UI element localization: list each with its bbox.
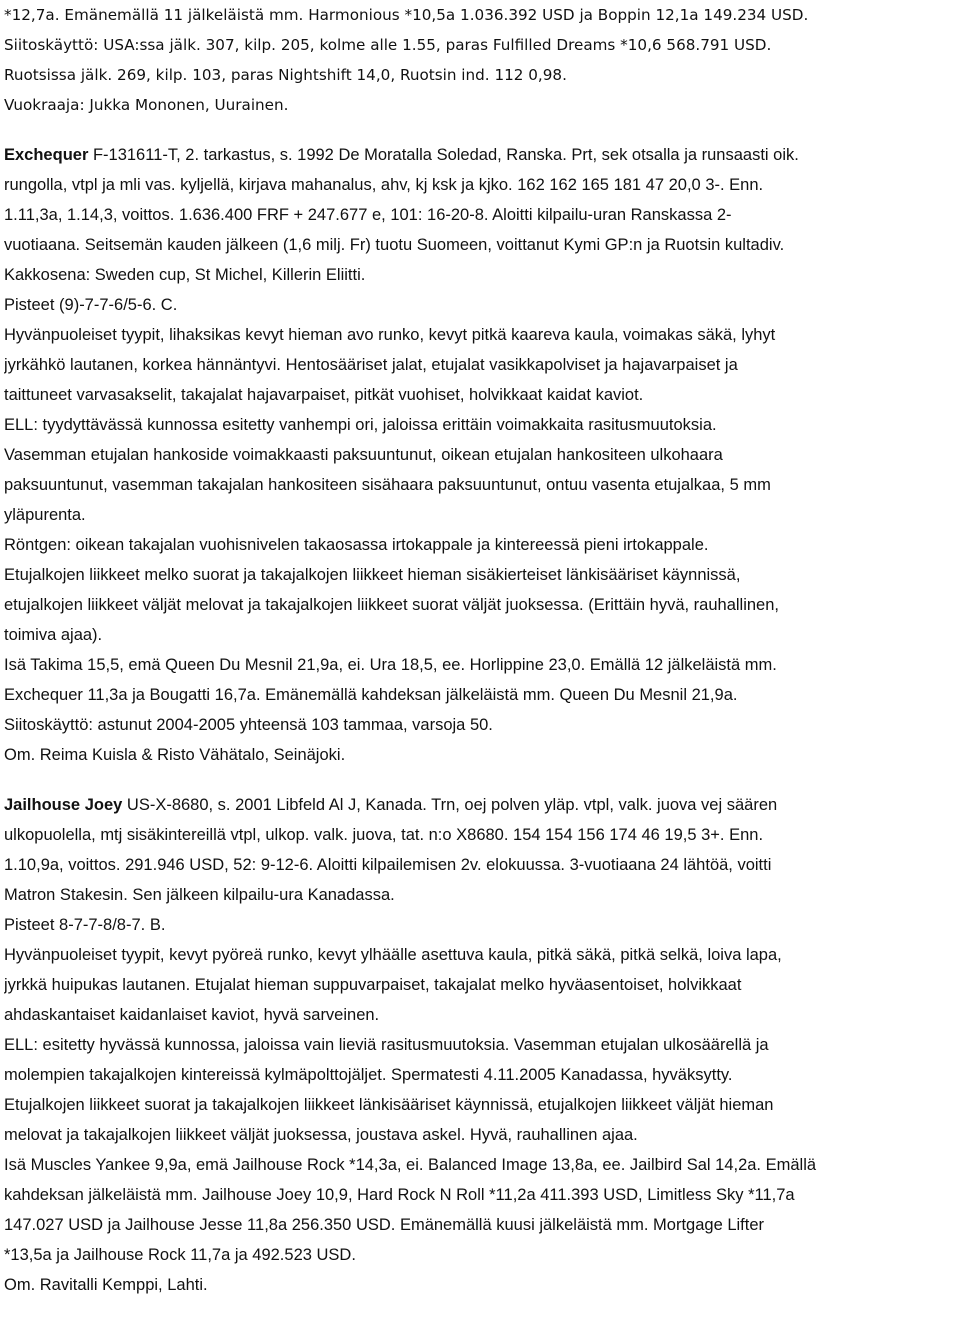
paragraph-line: Exchequer 11,3a ja Bougatti 16,7a. Emänemällä kahdeksan jälkeläistä mm. Queen Du Mesnil 21,9a. [4, 686, 738, 704]
paragraph-line: Isä Takima 15,5, emä Queen Du Mesnil 21,9a, ei. Ura 18,5, ee. Horlippine 23,0. Emällä 12 jälkeläistä mm. [4, 656, 777, 674]
paragraph-line: jyrkkä huipukas lautanen. Etujalat hieman suppuvarpaiset, takajalat melko hyväasentoiset, holvikkaat [4, 976, 742, 994]
paragraph-line: molempien takajalkojen kintereissä kylmäpolttojäljet. Spermatesti 4.11.2005 Kanadassa, hyväksytty. [4, 1066, 733, 1084]
paragraph-line: Röntgen: oikean takajalan vuohisnivelen takaosassa irtokappale ja kintereessä pieni irtokappale. [4, 536, 709, 554]
paragraph-line: *13,5a ja Jailhouse Rock 11,7a ja 492.523 USD. [4, 1246, 356, 1264]
paragraph-line: 147.027 USD ja Jailhouse Jesse 11,8a 256.350 USD. Emänemällä kuusi jälkeläistä mm. Mortgage Lifter [4, 1216, 765, 1234]
paragraph-line: Hyvänpuoleiset tyypit, lihaksikas kevyt hieman avo runko, kevyt pitkä kaareva kaula, voimakas säkä, lyhyt [4, 326, 776, 344]
horse2-header-line [4, 790, 956, 820]
paragraph-line: Etujalkojen liikkeet suorat ja takajalkojen liikkeet länkisääriset käynnissä, etujalkojen liikkeet väljät hieman [4, 1096, 774, 1114]
paragraph-line: Pisteet (9)-7-7-6/5-6. C. [4, 296, 178, 314]
paragraph-line: taittuneet varvasakselit, takajalat hajavarpaiset, pitkät vuohiset, holvikkaat kaidat kaviot. [4, 386, 644, 404]
pedigree-line: Ruotsissa jälk. 269, kilp. 103, paras Nightshift 14,0, Ruotsin ind. 112 0,98. [4, 66, 567, 84]
horse2-name: Jailhouse Joey [4, 796, 123, 814]
paragraph-line: ELL: esitetty hyvässä kunnossa, jaloissa vain lieviä rasitusmuutoksia. Vasemman etujalan ulkosäärellä ja [4, 1036, 769, 1054]
spacer [4, 770, 956, 790]
horse1-name: Exchequer [4, 146, 89, 164]
horse1-header-rest: F-131611-T, 2. tarkastus, s. 1992 De Moratalla Soledad, Ranska. Prt, sek otsalla ja runsaasti oik. [88, 146, 799, 164]
paragraph-line: 1.11,3a, 1.14,3, voittos. 1.636.400 FRF + 247.677 e, 101: 16-20-8. Aloitti kilpailu-uran Ranskassa 2- [4, 206, 732, 224]
paragraph-line: Isä Muscles Yankee 9,9a, emä Jailhouse Rock *14,3a, ei. Balanced Image 13,8a, ee. Jailbird Sal 14,2a. Emällä [4, 1156, 817, 1174]
paragraph-line: Etujalkojen liikkeet melko suorat ja takajalkojen liikkeet hieman sisäkierteiset länkisääriset käynnissä, [4, 566, 741, 584]
paragraph-line: rungolla, vtpl ja mli vas. kyljellä, kirjava mahanalus, ahv, kj ksk ja kjko. 162 162 165 181 47 20,0 3-. Enn. [4, 176, 764, 194]
paragraph-line: toimiva ajaa). [4, 626, 103, 644]
paragraph-line: ulkopuolella, mtj sisäkintereillä vtpl, ulkop. valk. juova, tat. n:o X8680. 154 154 156 174 46 19,5 3+. Enn. [4, 826, 764, 844]
paragraph-line: Matron Stakesin. Sen jälkeen kilpailu-ura Kanadassa. [4, 886, 395, 904]
paragraph-line: Pisteet 8-7-7-8/8-7. B. [4, 916, 166, 934]
paragraph-line: vuotiaana. Seitsemän kauden jälkeen (1,6 milj. Fr) tuotu Suomeen, voittanut Kymi GP:n ja Ruotsin kultadiv. [4, 236, 785, 254]
horse1-entry [4, 0, 956, 770]
paragraph-line: Vasemman etujalan hankoside voimakkaasti paksuuntunut, oikean etujalan hankositeen ulkohaara [4, 446, 723, 464]
pedigree-line: Vuokraaja: Jukka Mononen, Uurainen. [4, 96, 289, 114]
pedigree-line: Siitoskäyttö: USA:ssa jälk. 307, kilp. 205, kolme alle 1.55, paras Fulfilled Dreams *10,6 568.791 USD. [4, 36, 772, 54]
paragraph-line: Om. Ravitalli Kemppi, Lahti. [4, 1276, 208, 1294]
paragraph-line: jyrkähkö lautanen, korkea hännäntyvi. Hentosääriset jalat, etujalat vasikkapolviset ja hajavarpaiset ja [4, 356, 738, 374]
paragraph-line: melovat ja takajalkojen liikkeet väljät juoksessa, joustava askel. Hyvä, rauhallinen ajaa. [4, 1126, 638, 1144]
pedigree-line: *12,7a. Emänemällä 11 jälkeläistä mm. Harmonious *10,5a 1.036.392 USD ja Boppin 12,1a 149.234 USD. [4, 6, 809, 24]
horse2-header-rest: US-X-8680, s. 2001 Libfeld Al J, Kanada. Trn, oej polven yläp. vtpl, valk. juova vej säären [122, 796, 778, 814]
paragraph-line: ahdaskantaiset kaidanlaiset kaviot, hyvä sarveinen. [4, 1006, 380, 1024]
paragraph-line: yläpurenta. [4, 506, 86, 524]
paragraph-line: 1.10,9a, voittos. 291.946 USD, 52: 9-12-6. Aloitti kilpailemisen 2v. elokuussa. 3-vuotiaana 24 lähtöä, voitti [4, 856, 772, 874]
paragraph-line: Kakkosena: Sweden cup, St Michel, Killerin Eliitti. [4, 266, 366, 284]
document-page [4, 0, 956, 1300]
paragraph-line: Siitoskäyttö: astunut 2004-2005 yhteensä 103 tammaa, varsoja 50. [4, 716, 493, 734]
paragraph-line: kahdeksan jälkeläistä mm. Jailhouse Joey 10,9, Hard Rock N Roll *11,2a 411.393 USD, Limitless Sky *11,7a [4, 1186, 795, 1204]
paragraph-line: Hyvänpuoleiset tyypit, kevyt pyöreä runko, kevyt ylhäälle asettuva kaula, pitkä säkä, pitkä selkä, loiva lapa, [4, 946, 782, 964]
horse1-header-line [4, 140, 956, 170]
horse2-entry [4, 790, 956, 1300]
paragraph-line: paksuuntunut, vasemman takajalan hankositeen sisähaara paksuuntunut, ontuu vasenta etujalkaa, 5 mm [4, 476, 771, 494]
paragraph-line: Om. Reima Kuisla & Risto Vähätalo, Seinäjoki. [4, 746, 346, 764]
spacer [4, 120, 956, 140]
paragraph-line: etujalkojen liikkeet väljät melovat ja takajalkojen liikkeet suorat väljät juoksessa. (Erittäin hyvä, rauhallinen, [4, 596, 779, 614]
paragraph-line: ELL: tyydyttävässä kunnossa esitetty vanhempi ori, jaloissa erittäin voimakkaita rasitusmuutoksia. [4, 416, 717, 434]
